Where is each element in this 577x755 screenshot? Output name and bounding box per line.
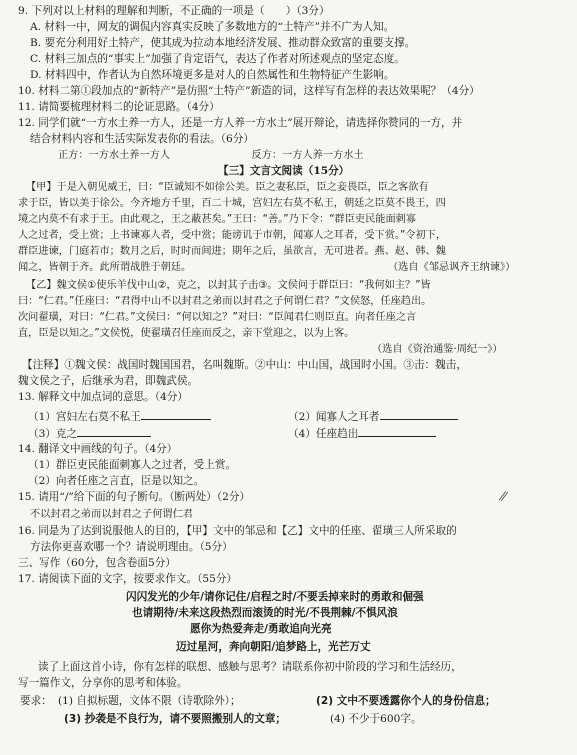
- jia-passage-line4: 人之过者，受上赏；上书谏寡人者，受中赏；能谤讥于市朝，闻寡人之耳者，受下赏。”令初下，: [18, 230, 447, 241]
- jia-passage-line1: 【甲】于是入朝见威王，曰：“臣诚知不如徐公美。臣之妻私臣，臣之妾畏臣，臣之客欲有: [26, 182, 429, 193]
- q14-stem: 14. 翻译文中画线的句子。（4分）: [18, 443, 178, 455]
- q17-requirements-label: 要求：: [20, 695, 52, 707]
- q17-requirement2: (2) 文中不要透露你个人的身份信息；: [316, 695, 496, 707]
- q14-item2: （2）向者任座之言直，臣是以知之。: [28, 475, 205, 487]
- q9-option-d: D. 材料四中，作者认为自然环境更多是对人的自然属性和生物特征产生影响。: [30, 69, 395, 81]
- q9-option-a: A. 材料一中，网友的调侃内容真实反映了多数地方的“土特产”并不广为人知。: [30, 21, 395, 33]
- notes-line2: 魏文侯之子，后继承为君，即魏武侯。: [18, 375, 199, 387]
- q17-requirement4: (4) 不少于600字。: [330, 713, 422, 725]
- jia-passage-line2: 求于臣，皆以美于徐公。今齐地方千里，百二十城，宫妇左右莫不私王，朝廷之臣莫不畏王，四: [18, 198, 446, 209]
- yi-passage-source: （选自《资治通鉴·周纪一》）: [372, 344, 503, 355]
- jia-passage-line5: 群臣进谏，门庭若市；数月之后，时时而间进；期年之后，虽欲言，无可进者。燕、赵、韩、魏: [18, 246, 446, 257]
- q17-requirement3: [64, 712, 286, 727]
- q10-stem: 10. 材料二第①段加点的“新特产”是仿照“土特产”新造的词，这样写有怎样的表达效果呢？（4分）: [18, 85, 480, 97]
- q13-item2: [288, 408, 458, 425]
- q17-requirement3-text: (3) 抄袭是不良行为，请不要照搬别人的文章；: [64, 713, 287, 725]
- poem-line4: 迈过星河，奔向朝阳/追梦路上，光芒万丈: [176, 641, 371, 653]
- q13-item4-text: （4）任座趋出: [288, 428, 359, 440]
- q13-stem: 13. 解释文中加点词的意思。（4分）: [18, 391, 188, 403]
- q15-sentence: 不以封君之弟而以封君之子何谓仁君: [30, 509, 193, 520]
- pen-mark-icon: ⫽: [497, 488, 509, 506]
- jia-passage-source: （选自《邹忌讽齐王纳谏》）: [388, 262, 516, 273]
- q17-stem: 17. 请阅读下面的文字，按要求作文。（55分）: [18, 573, 238, 585]
- q12-debate-sides: 正方：一方水土养一方人 反方：一方人养一方水土: [58, 150, 364, 161]
- q13-item1: [28, 408, 211, 425]
- poem-line1: 闪闪发光的少年/请你记住/启程之时/不要丢掉来时的勇敢和倔强: [126, 591, 424, 603]
- section3-heading: 【三】文言文阅读（15分）: [218, 165, 350, 177]
- jia-passage-line3: 境之内莫不有求于王。由此观之，王之蔽甚矣。”王曰：“善。”乃下令：“群臣吏民能面刺寡: [18, 214, 417, 225]
- q17-prompt-line1: 读了上面这首小诗，你有怎样的联想、感触与思考？请联系你初中阶段的学习和生活经历，: [38, 661, 462, 673]
- q17-requirement1: (1) 自拟标题，文体不限（诗歌除外）；: [58, 695, 241, 707]
- q14-item1: （1）群臣吏民能面刺寡人之过者，受上赏。: [28, 459, 237, 471]
- q13-item3-text: （3）克之: [28, 428, 78, 440]
- q13-item2-blank[interactable]: [380, 408, 458, 420]
- q13-item2-text: （2）闻寡人之耳者: [288, 411, 380, 423]
- q13-item1-text: （1）宫妇左右莫不私王: [28, 411, 141, 423]
- q13-item3: [28, 425, 151, 442]
- q9-option-b: B. 要充分利用好土特产，使其成为拉动本地经济发展、推动群众致富的重要支撑。: [30, 37, 416, 49]
- q16-stem-line1: 16. 同是为了达到说服他人的目的，【甲】文中的邹忌和【乙】文中的任座、翟璜三人所采取的: [18, 525, 457, 537]
- q12-stem-line1: 12. 同学们就“一方水土养一方人，还是一方人养一方水土”展开辩论，请选择你赞同的一方，并: [18, 117, 463, 129]
- q16-stem-line2: 方法你更喜欢哪一个？请说明理由。（5分）: [30, 541, 233, 553]
- yi-passage-line3: 次问翟璜，对曰：“仁君。”文侯曰：“何以知之？”对曰：“臣闻君仁则臣直。向者任座之言: [18, 312, 417, 323]
- q12-stem-line2: 结合材料内容和生活实际发表你的看法。（6分）: [30, 133, 254, 145]
- q13-item4: [288, 425, 436, 442]
- yi-passage-line4: 直，臣是以知之。”文侯悦，使翟璜召任座而反之，亲下堂迎之，以为上客。: [18, 328, 355, 339]
- poem-line2: 也请期待/未来这段热烈而滚烫的时光/不畏荆棘/不惧风浪: [132, 607, 398, 619]
- q13-item3-blank[interactable]: [77, 425, 151, 437]
- section4-heading: 三、写作（60分，包含卷面5分）: [18, 557, 176, 569]
- notes-line1: 【注释】①魏文侯：战国时魏国国君，名叫魏斯。②中山：中山国，战国时小国。③击：魏击，: [22, 359, 467, 371]
- yi-passage-line2: 曰：“仁君。”任座曰：“君得中山不以封君之弟而以封君之子何谓仁君？”文侯怒，任座趋出。: [18, 296, 432, 307]
- jia-passage-line6: 闻之，皆朝于齐。此所谓战胜于朝廷。: [18, 262, 192, 273]
- q9-option-c: C. 材料三加点的“事实上”加强了肯定语气，表达了作者对所述观点的坚定态度。: [30, 53, 405, 65]
- q9-stem: 9. 下列对以上材料的理解和判断，不正确的一项是（ ）（3分）: [18, 5, 330, 17]
- q13-item1-blank[interactable]: [141, 408, 211, 420]
- q17-prompt-line2: 写一篇作文，分享你的思考和体验。: [18, 677, 188, 689]
- q13-item4-blank[interactable]: [358, 425, 436, 437]
- poem-line3: 愿你为热爱奔走/勇敢追向光亮: [190, 623, 332, 635]
- q15-stem: 15. 请用“/”给下面的句子断句。（断两处）（2分）: [18, 491, 251, 503]
- yi-passage-line1: 【乙】魏文侯①使乐羊伐中山②，克之，以封其子击③。文侯问于群臣曰：“我何如主？”皆: [26, 280, 431, 291]
- q11-stem: 11. 请简要梳理材料二的论证思路。（4分）: [18, 101, 220, 113]
